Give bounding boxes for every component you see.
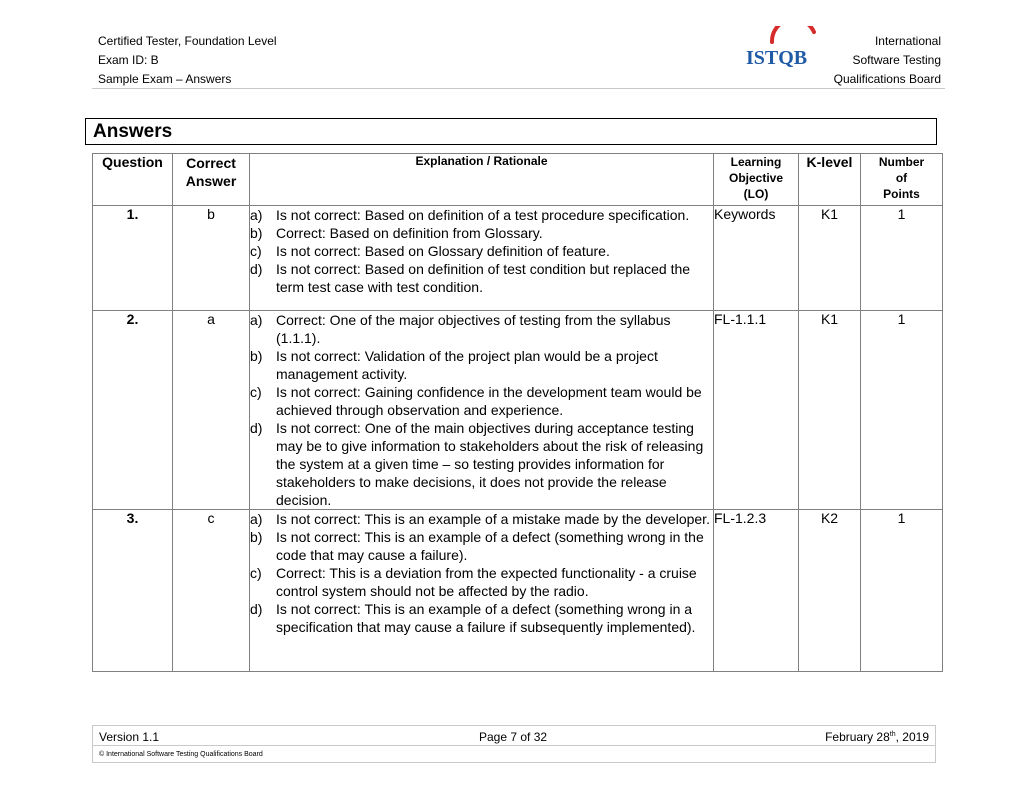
col-header-points-line1: Number [878,155,925,169]
option-item [250,564,713,600]
option-label: c) [250,243,262,259]
page-header [92,26,945,86]
table-row [93,510,943,672]
option-item [250,311,713,347]
option-item [250,528,713,564]
header-org-line1: International [874,34,941,48]
option-text: Is not correct: One of the main objectives during acceptance testing may be to give information to stakeholders about the risk of releasing the system at a given time – so testing provides information for stakeholders to make decisions, it does not provide the release decision. [276,420,704,508]
col-header-lo-line2: Objective [728,171,784,185]
col-header-lo-line1: Learning [730,155,782,169]
learning-objective: Keywords [714,206,799,311]
col-header-k-level: K-level [799,154,861,206]
option-text: Is not correct: Based on definition of test condition but replaced the term test case with test condition. [276,261,691,295]
option-label: b) [250,529,263,545]
footer-date-year: , 2019 [895,730,929,744]
header-left [98,32,277,89]
option-item [250,224,713,242]
istqb-logo [742,26,824,78]
option-text: Is not correct: Gaining confidence in the development team would be achieved through observation and experience. [276,384,702,418]
option-item [250,347,713,383]
points: 1 [861,311,943,510]
option-text: Is not correct: This is an example of a mistake made by the developer. [276,511,710,527]
question-number: 1. [93,206,173,311]
option-label: d) [250,420,263,436]
k-level: K1 [799,311,861,510]
option-item [250,260,713,296]
option-label: d) [250,601,263,617]
option-item [250,510,713,528]
section-title: Answers [93,121,173,142]
option-item [250,600,713,636]
header-right [834,32,941,89]
option-label: d) [250,261,263,277]
k-level: K1 [799,206,861,311]
option-text: Correct: One of the major objectives of testing from the syllabus (1.1.1). [276,312,671,346]
footer-date-suffix: th [889,731,896,738]
table-row [93,311,943,510]
col-header-points [861,154,943,206]
option-label: c) [250,384,262,400]
option-item [250,419,713,509]
option-label: b) [250,348,263,364]
col-header-lo-line3: (LO) [743,187,769,201]
table-row [93,206,943,311]
footer-version: Version 1.1 [99,730,160,744]
learning-objective: FL-1.2.3 [714,510,799,672]
footer-date [825,730,929,744]
learning-objective: FL-1.1.1 [714,311,799,510]
explanation-cell [250,311,714,510]
option-text: Is not correct: Based on definition of a test procedure specification. [276,207,690,223]
col-header-learning-objective [714,154,799,206]
col-header-correct-answer-line2: Answer [185,173,237,189]
question-number: 3. [93,510,173,672]
option-item [250,383,713,419]
option-text: Is not correct: Based on Glossary definition of feature. [276,243,610,259]
question-number: 2. [93,311,173,510]
header-org-line3: Qualifications Board [833,72,941,86]
option-label: b) [250,225,263,241]
option-label: c) [250,565,262,581]
correct-answer: b [173,206,250,311]
header-divider [92,88,945,89]
istqb-logo-text: ISTQB [746,47,808,69]
option-label: a) [250,312,263,328]
col-header-question: Question [93,154,173,206]
header-exam-id: Exam ID: B [98,53,159,67]
col-header-explanation: Explanation / Rationale [250,154,714,206]
answers-table [92,153,943,672]
col-header-points-line3: Points [883,187,920,201]
points: 1 [861,206,943,311]
header-org-line2: Software Testing [852,53,941,67]
header-cert-title: Certified Tester, Foundation Level [98,34,277,48]
option-text: Is not correct: This is an example of a defect (something wrong in the code that may cause a failure). [276,529,704,563]
points: 1 [861,510,943,672]
option-label: a) [250,207,263,223]
footer-page-number: Page 7 of 32 [479,730,548,744]
option-text: Correct: Based on definition from Glossary. [276,225,543,241]
option-item [250,206,713,224]
table-header-row [93,154,943,206]
option-item [250,242,713,260]
col-header-points-line2: of [895,171,908,185]
footer-date-main: February 28 [825,730,890,744]
col-header-correct-answer-line1: Correct [186,155,236,171]
header-doc-type: Sample Exam – Answers [98,72,232,86]
correct-answer: a [173,311,250,510]
explanation-cell [250,206,714,311]
option-text: Is not correct: This is an example of a defect (something wrong in a specification that may cause a failure if subsequently implemented). [276,601,696,635]
k-level: K2 [799,510,861,672]
footer-divider [92,745,936,746]
correct-answer: c [173,510,250,672]
option-text: Correct: This is a deviation from the expected functionality - a cruise control system should not be affected by the radio. [276,565,697,599]
section-title-box [85,118,937,145]
col-header-correct-answer [173,154,250,206]
option-label: a) [250,511,263,527]
explanation-cell [250,510,714,672]
page-footer [92,725,936,763]
option-text: Is not correct: Validation of the project plan would be a project management activity. [276,348,658,382]
footer-copyright: © International Software Testing Qualifications Board [99,751,263,758]
